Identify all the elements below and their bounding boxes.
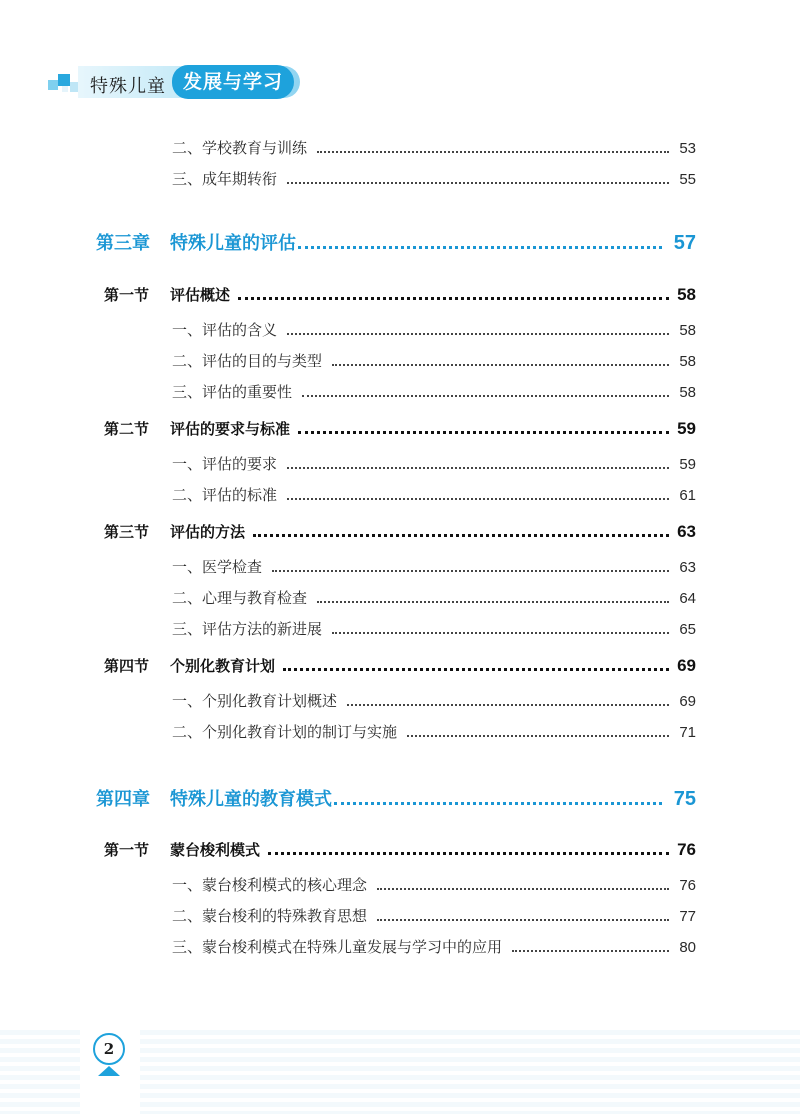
toc-item-page: 55: [679, 171, 696, 188]
toc-item-page: 71: [679, 724, 696, 741]
section-title: 评估的方法: [170, 523, 246, 541]
dot-leader: [302, 395, 669, 397]
section-page: 63: [677, 522, 696, 541]
toc-item-label: 一、评估的要求: [172, 455, 278, 473]
toc-section[interactable]: [104, 284, 696, 305]
toc-item-label: 一、评估的含义: [172, 321, 278, 339]
dot-leader: [287, 333, 669, 335]
toc-section[interactable]: [104, 521, 696, 542]
dot-leader: [347, 704, 669, 706]
section-number: 第二节: [104, 420, 150, 438]
toc-item[interactable]: [172, 556, 696, 577]
toc-item-page: 58: [679, 384, 696, 401]
toc-chapter[interactable]: [96, 785, 696, 811]
toc-item[interactable]: [172, 587, 696, 608]
toc-item[interactable]: [172, 618, 696, 639]
toc-item-page: 59: [679, 456, 696, 473]
dot-leader: [317, 601, 669, 603]
toc-item-page: 69: [679, 693, 696, 710]
toc-item-label: 一、医学检查: [172, 558, 263, 576]
section-page: 59: [677, 419, 696, 438]
dot-leader: [238, 297, 669, 300]
section-title: 评估概述: [170, 286, 231, 304]
toc-item-label: 二、心理与教育检查: [172, 589, 308, 607]
toc-item-label: 三、成年期转衔: [172, 170, 278, 188]
dot-leader: [407, 735, 669, 737]
toc-item-page: 53: [679, 140, 696, 157]
toc-item[interactable]: [172, 690, 696, 711]
dot-leader: [334, 802, 662, 805]
toc-item-page: 76: [679, 877, 696, 894]
page-number-badge: 2: [93, 1033, 125, 1065]
running-header: [0, 62, 310, 102]
page-badge-triangle: [98, 1066, 120, 1076]
toc-item-label: 三、评估方法的新进展: [172, 620, 323, 638]
toc-item[interactable]: [172, 168, 696, 189]
toc-item[interactable]: [172, 936, 696, 957]
book-title-left: 特殊儿童: [90, 76, 166, 97]
dot-leader: [272, 570, 669, 572]
toc-section[interactable]: [104, 418, 696, 439]
toc-item-page: 63: [679, 559, 696, 576]
chapter-number: 第四章: [96, 789, 150, 810]
toc-item-label: 二、蒙台梭利的特殊教育思想: [172, 907, 368, 925]
toc-item-page: 80: [679, 939, 696, 956]
toc-item[interactable]: [172, 484, 696, 505]
dot-leader: [317, 151, 669, 153]
section-page: 58: [677, 285, 696, 304]
section-number: 第四节: [104, 657, 150, 675]
dot-leader: [512, 950, 669, 952]
dot-leader: [287, 498, 669, 500]
chapter-page: 57: [673, 232, 696, 254]
dot-leader: [332, 632, 669, 634]
toc-section[interactable]: [104, 655, 696, 676]
dot-leader: [298, 431, 669, 434]
dot-leader: [377, 919, 669, 921]
toc-item-label: 二、评估的目的与类型: [172, 352, 323, 370]
toc-item-label: 三、评估的重要性: [172, 383, 293, 401]
chapter-title: 特殊儿童的评估: [170, 233, 296, 254]
toc-item-label: 二、个别化教育计划的制订与实施: [172, 723, 398, 741]
toc-item[interactable]: [172, 905, 696, 926]
toc-item-label: 二、学校教育与训练: [172, 139, 308, 157]
dot-leader: [253, 534, 669, 537]
toc-item-label: 三、蒙台梭利模式在特殊儿童发展与学习中的应用: [172, 938, 503, 956]
section-title: 个别化教育计划: [170, 657, 276, 675]
section-number: 第一节: [104, 841, 150, 859]
section-number: 第一节: [104, 286, 150, 304]
dot-leader: [283, 668, 669, 671]
toc-item-label: 一、个别化教育计划概述: [172, 692, 338, 710]
toc-chapter[interactable]: [96, 229, 696, 255]
section-page: 76: [677, 840, 696, 859]
toc-item-page: 58: [679, 353, 696, 370]
chapter-title: 特殊儿童的教育模式: [170, 789, 332, 810]
section-number: 第三节: [104, 523, 150, 541]
book-title-right: 发展与学习: [172, 65, 294, 99]
chapter-number: 第三章: [96, 233, 150, 254]
dot-leader: [377, 888, 669, 890]
toc-section[interactable]: [104, 839, 696, 860]
toc-item-page: 77: [679, 908, 696, 925]
chapter-page: 75: [673, 788, 696, 810]
toc-item-page: 58: [679, 322, 696, 339]
toc-item-page: 64: [679, 590, 696, 607]
toc-item[interactable]: [172, 137, 696, 158]
section-title: 蒙台梭利模式: [170, 841, 261, 859]
toc-item-label: 一、蒙台梭利模式的核心理念: [172, 876, 368, 894]
dot-leader: [268, 852, 669, 855]
dot-leader: [287, 467, 669, 469]
dot-leader: [287, 182, 669, 184]
toc-item[interactable]: [172, 453, 696, 474]
toc-item[interactable]: [172, 381, 696, 402]
section-title: 评估的要求与标准: [170, 420, 291, 438]
toc-item[interactable]: [172, 350, 696, 371]
toc-item[interactable]: [172, 874, 696, 895]
toc-item[interactable]: [172, 319, 696, 340]
toc-item-page: 61: [679, 487, 696, 504]
toc-item-page: 65: [679, 621, 696, 638]
toc-item[interactable]: [172, 721, 696, 742]
dot-leader: [298, 246, 662, 249]
dot-leader: [332, 364, 669, 366]
toc-item-label: 二、评估的标准: [172, 486, 278, 504]
section-page: 69: [677, 656, 696, 675]
